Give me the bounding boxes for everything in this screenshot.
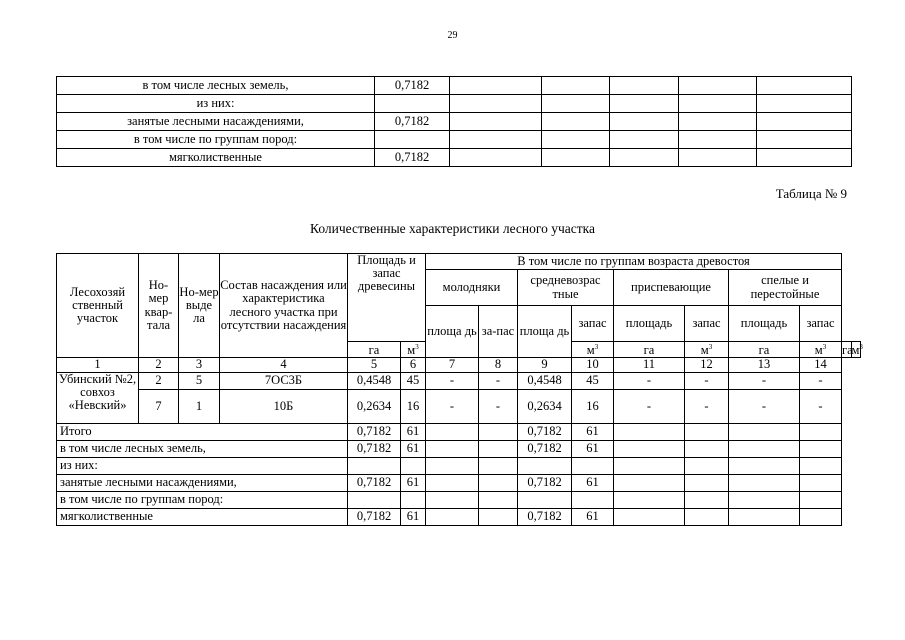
- summary-ga: 0,7182: [348, 475, 401, 492]
- column-number: 4: [220, 358, 348, 373]
- unit-ga: га: [729, 342, 800, 358]
- summary-label: занятые лесными насаждениями,: [57, 475, 348, 492]
- summary-label: в том числе лесных земель,: [57, 441, 348, 458]
- summary-row: [57, 509, 861, 526]
- summary-middle-m3: 61: [572, 509, 614, 526]
- table-cell: 0,2634: [518, 390, 572, 424]
- table-cell: -: [800, 390, 842, 424]
- header-mature: спелые и перестойные: [729, 270, 842, 306]
- summary-label: из них:: [57, 458, 348, 475]
- header-young: молодняки: [426, 270, 518, 306]
- unit-m3: $м^3$: [401, 342, 426, 358]
- column-number: 2: [139, 358, 179, 373]
- header-young-area: площа дь: [426, 306, 479, 358]
- table-cell: -: [479, 373, 518, 390]
- column-number: 3: [179, 358, 220, 373]
- table-row: [57, 77, 852, 95]
- column-number: 1: [57, 358, 139, 373]
- table-cell: -: [479, 390, 518, 424]
- summary-m3: [401, 492, 426, 509]
- table-cell: 1: [179, 390, 220, 424]
- table-cell: -: [729, 390, 800, 424]
- table-cell: -: [426, 373, 479, 390]
- table-caption: Количественные характеристики лесного участка: [309, 221, 595, 236]
- summary-middle-ga: 0,7182: [518, 441, 572, 458]
- summary-middle-ga: 0,7182: [518, 509, 572, 526]
- header-middle-aged: средневозрас тные: [518, 270, 614, 306]
- header-allotment: Но-мер выде ла: [179, 254, 220, 358]
- column-number: 5: [348, 358, 401, 373]
- summary-label: в том числе по группам пород:: [57, 492, 348, 509]
- table-cell: -: [685, 373, 729, 390]
- table-cell: 16: [401, 390, 426, 424]
- row-value: 0,7182: [375, 113, 450, 131]
- summary-ga: 0,7182: [348, 509, 401, 526]
- summary-label: Итого: [57, 424, 348, 441]
- forest-characteristics-table: [56, 253, 861, 526]
- table-cell: 7ОС3Б: [220, 373, 348, 390]
- table-cell: 10Б: [220, 390, 348, 424]
- table-cell: 45: [401, 373, 426, 390]
- unit-m3: $м^3$: [851, 342, 863, 357]
- header-composition: Состав насаждения или характеристика лесного участка при отсутствии насаждения: [220, 254, 348, 358]
- column-number: 9: [518, 358, 572, 373]
- header-mature-area: площадь: [729, 306, 800, 342]
- summary-middle-ga: 0,7182: [518, 475, 572, 492]
- unit-ga: га: [842, 342, 853, 357]
- header-forestry: Лесохозяй ственный участок: [57, 254, 139, 358]
- column-numbers-row: [57, 358, 861, 373]
- table-cell: -: [800, 373, 842, 390]
- table-cell: -: [614, 373, 685, 390]
- summary-middle-m3: 61: [572, 441, 614, 458]
- summary-ga: [348, 458, 401, 475]
- header-young-stock: за-пас: [479, 306, 518, 358]
- column-number: 7: [426, 358, 479, 373]
- unit-m3: $м^3$: [572, 342, 614, 358]
- summary-row: [57, 492, 861, 509]
- row-value: 0,7182: [375, 149, 450, 167]
- table-cell: -: [614, 390, 685, 424]
- header-middle-stock: запас: [572, 306, 614, 342]
- column-number: 10: [572, 358, 614, 373]
- summary-ga: 0,7182: [348, 441, 401, 458]
- table-cell: 7: [139, 390, 179, 424]
- row-label: занятые лесными насаждениями,: [57, 113, 375, 131]
- table-cell: 45: [572, 373, 614, 390]
- header-ripening-area: площадь: [614, 306, 685, 342]
- row-label: в том числе лесных земель,: [57, 77, 375, 95]
- header-mature-stock: запас: [800, 306, 842, 342]
- table-row: [57, 95, 852, 113]
- table-cell: -: [685, 390, 729, 424]
- summary-middle-m3: 61: [572, 424, 614, 441]
- summary-m3: 61: [401, 441, 426, 458]
- summary-middle-ga: [518, 458, 572, 475]
- header-ripening: приспевающие: [614, 270, 729, 306]
- column-number: 13: [729, 358, 800, 373]
- column-number: 8: [479, 358, 518, 373]
- summary-middle-ga: [518, 492, 572, 509]
- row-label: в том числе по группам пород:: [57, 131, 375, 149]
- summary-row: [57, 441, 861, 458]
- row-value: [375, 131, 450, 149]
- summary-row: [57, 458, 861, 475]
- unit-m3: $м^3$: [685, 342, 729, 358]
- header-age-groups: В том числе по группам возраста древостоя: [426, 254, 842, 270]
- column-number: 12: [685, 358, 729, 373]
- row-value: [375, 95, 450, 113]
- column-number: 11: [614, 358, 685, 373]
- header-quarter: Но-мер квар-тала: [139, 254, 179, 358]
- summary-m3: 61: [401, 424, 426, 441]
- table-row: [57, 390, 861, 424]
- unit-m3: $м^3$: [800, 342, 842, 358]
- table-row: [57, 131, 852, 149]
- summary-m3: 61: [401, 475, 426, 492]
- column-number: 14: [800, 358, 842, 373]
- header-area-stock: Площадь и запас древесины: [348, 254, 426, 342]
- table-row: [57, 373, 861, 390]
- table-number: Таблица № 9: [775, 186, 847, 201]
- summary-middle-m3: [572, 492, 614, 509]
- summary-m3: [401, 458, 426, 475]
- summary-middle-m3: 61: [572, 475, 614, 492]
- summary-label: мягколиственные: [57, 509, 348, 526]
- table-cell: 0,4548: [518, 373, 572, 390]
- row-value: 0,7182: [375, 77, 450, 95]
- row-label: из них:: [57, 95, 375, 113]
- table-cell: -: [426, 390, 479, 424]
- header-ripening-stock: запас: [685, 306, 729, 342]
- header-middle-area: площа дь: [518, 306, 572, 358]
- table-cell: -: [729, 373, 800, 390]
- unit-ga: га: [614, 342, 685, 358]
- table-row: [57, 113, 852, 131]
- summary-middle-m3: [572, 458, 614, 475]
- table-cell: 16: [572, 390, 614, 424]
- table-cell: 0,2634: [348, 390, 401, 424]
- continuation-table: [56, 76, 852, 167]
- row-label: мягколиственные: [57, 149, 375, 167]
- unit-ga: га: [348, 342, 401, 358]
- summary-ga: [348, 492, 401, 509]
- page-number: 29: [447, 30, 458, 41]
- summary-row: [57, 475, 861, 492]
- summary-middle-ga: 0,7182: [518, 424, 572, 441]
- summary-m3: 61: [401, 509, 426, 526]
- table-cell: 0,4548: [348, 373, 401, 390]
- forestry-name: Убинский №2, совхоз «Невский»: [57, 373, 139, 424]
- table-cell: 5: [179, 373, 220, 390]
- table-cell: 2: [139, 373, 179, 390]
- column-number: 6: [401, 358, 426, 373]
- summary-row: [57, 424, 861, 441]
- table-row: [57, 149, 852, 167]
- summary-ga: 0,7182: [348, 424, 401, 441]
